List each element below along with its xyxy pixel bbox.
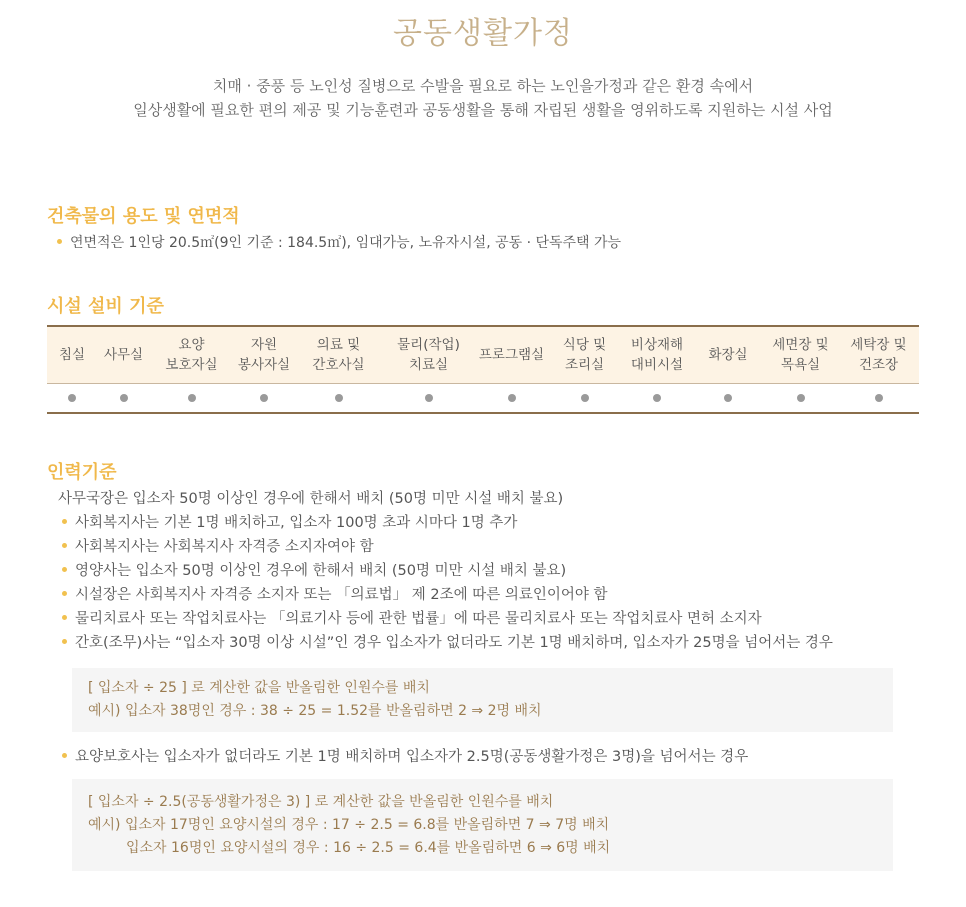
building-item <box>57 233 621 253</box>
required-dot-icon <box>797 394 805 402</box>
required-dot-icon <box>508 394 516 402</box>
intro-line: 일상생활에 필요한 편의 제공 및 기능훈련과 공동생활을 통해 자립된 생활을 영위하도록 지원하는 시설 사업 <box>133 101 833 119</box>
table-cell <box>150 384 233 414</box>
table-cell <box>475 384 548 414</box>
calc-line: 예시) 입소자 17명인 요양시설의 경우 : 17 ÷ 2.5 = 6.8를 반올림하면 7 ⇒ 7명 배치 <box>88 817 610 833</box>
table-cell <box>621 384 693 414</box>
table-cell <box>47 384 97 414</box>
nurse-calc-box <box>72 668 893 732</box>
required-dot-icon <box>260 394 268 402</box>
table-row <box>47 384 919 414</box>
list-item: 사회복지사는 사회복지사 자격증 소지자여야 함 <box>62 537 374 557</box>
column-header: 요양 보호자실 <box>150 326 233 384</box>
calc-line: [ 입소자 ÷ 2.5(공동생활가정은 3) ] 로 계산한 값을 반올림한 인원수를 배치 <box>88 794 554 810</box>
table-header-row <box>47 326 919 384</box>
building-heading: 건축물의 용도 및 연면적 <box>47 206 240 227</box>
staffing-heading: 인력기준 <box>47 462 117 483</box>
intro-text <box>0 74 966 122</box>
required-dot-icon <box>68 394 76 402</box>
staffing-lead: 사무국장은 입소자 50명 이상인 경우에 한해서 배치 (50명 미만 시설 배치 불요) <box>58 491 564 507</box>
intro-line: 치매 · 중풍 등 노인성 질병으로 수발을 필요로 하는 노인을가정과 같은 환경 속에서 <box>212 77 754 95</box>
bullet-icon <box>62 615 67 620</box>
calc-line: [ 입소자 ÷ 25 ] 로 계산한 값을 반올림한 인원수를 배치 <box>88 680 430 696</box>
facility-heading: 시설 설비 기준 <box>47 296 164 317</box>
column-header: 식당 및 조리실 <box>548 326 621 384</box>
table-cell <box>693 384 763 414</box>
column-header: 비상재해 대비시설 <box>621 326 693 384</box>
table-cell <box>548 384 621 414</box>
table-cell <box>838 384 919 414</box>
column-header: 자원 봉사자실 <box>233 326 295 384</box>
required-dot-icon <box>120 394 128 402</box>
caregiver-calc-box <box>72 779 893 871</box>
building-text: 연면적은 1인당 20.5㎡(9인 기준 : 184.5㎡), 임대가능, 노유자시설, 공동 · 단독주택 가능 <box>70 235 622 251</box>
bullet-icon <box>57 239 62 244</box>
column-header: 세탁장 및 건조장 <box>838 326 919 384</box>
table-cell <box>382 384 475 414</box>
bullet-icon <box>62 591 67 596</box>
calc-line: 예시) 입소자 38명인 경우 : 38 ÷ 25 = 1.52를 반올림하면 2 ⇒ 2명 배치 <box>88 703 542 719</box>
bullet-icon <box>62 567 67 572</box>
calc-line: 입소자 16명인 요양시설의 경우 : 16 ÷ 2.5 = 6.4를 반올림하면 6 ⇒ 6명 배치 <box>126 840 611 856</box>
list-item: 물리치료사 또는 작업치료사는 「의료기사 등에 관한 법률」에 따른 물리치료사 또는 작업치료사 면허 소지자 <box>62 609 762 629</box>
table-cell <box>295 384 382 414</box>
required-dot-icon <box>724 394 732 402</box>
column-header: 침실 <box>47 326 97 384</box>
table-cell <box>233 384 295 414</box>
column-header: 화장실 <box>693 326 763 384</box>
page-title: 공동생활가정 <box>393 16 573 51</box>
bullet-icon <box>62 543 67 548</box>
table-cell <box>97 384 150 414</box>
table-cell <box>763 384 838 414</box>
bullet-icon <box>62 519 67 524</box>
required-dot-icon <box>875 394 883 402</box>
column-header: 의료 및 간호사실 <box>295 326 382 384</box>
required-dot-icon <box>425 394 433 402</box>
list-item: 간호(조무)사는 “입소자 30명 이상 시설”인 경우 입소자가 없더라도 기본 1명 배치하며, 입소자가 25명을 넘어서는 경우 <box>62 633 833 653</box>
list-item: 영양사는 입소자 50명 이상인 경우에 한해서 배치 (50명 미만 시설 배치 불요) <box>62 561 566 581</box>
facility-table <box>47 325 919 414</box>
list-item: 사회복지사는 기본 1명 배치하고, 입소자 100명 초과 시마다 1명 추가 <box>62 513 517 533</box>
required-dot-icon <box>188 394 196 402</box>
list-item: 시설장은 사회복지사 자격증 소지자 또는 「의료법」 제 2조에 따른 의료인이어야 함 <box>62 585 608 605</box>
required-dot-icon <box>335 394 343 402</box>
column-header: 사무실 <box>97 326 150 384</box>
column-header: 세면장 및 목욕실 <box>763 326 838 384</box>
column-header: 물리(작업) 치료실 <box>382 326 475 384</box>
bullet-icon <box>62 753 67 758</box>
list-item: 요양보호사는 입소자가 없더라도 기본 1명 배치하며 입소자가 2.5명(공동생활가정은 3명)을 넘어서는 경우 <box>62 747 748 767</box>
required-dot-icon <box>581 394 589 402</box>
bullet-icon <box>62 639 67 644</box>
required-dot-icon <box>653 394 661 402</box>
column-header: 프로그램실 <box>475 326 548 384</box>
